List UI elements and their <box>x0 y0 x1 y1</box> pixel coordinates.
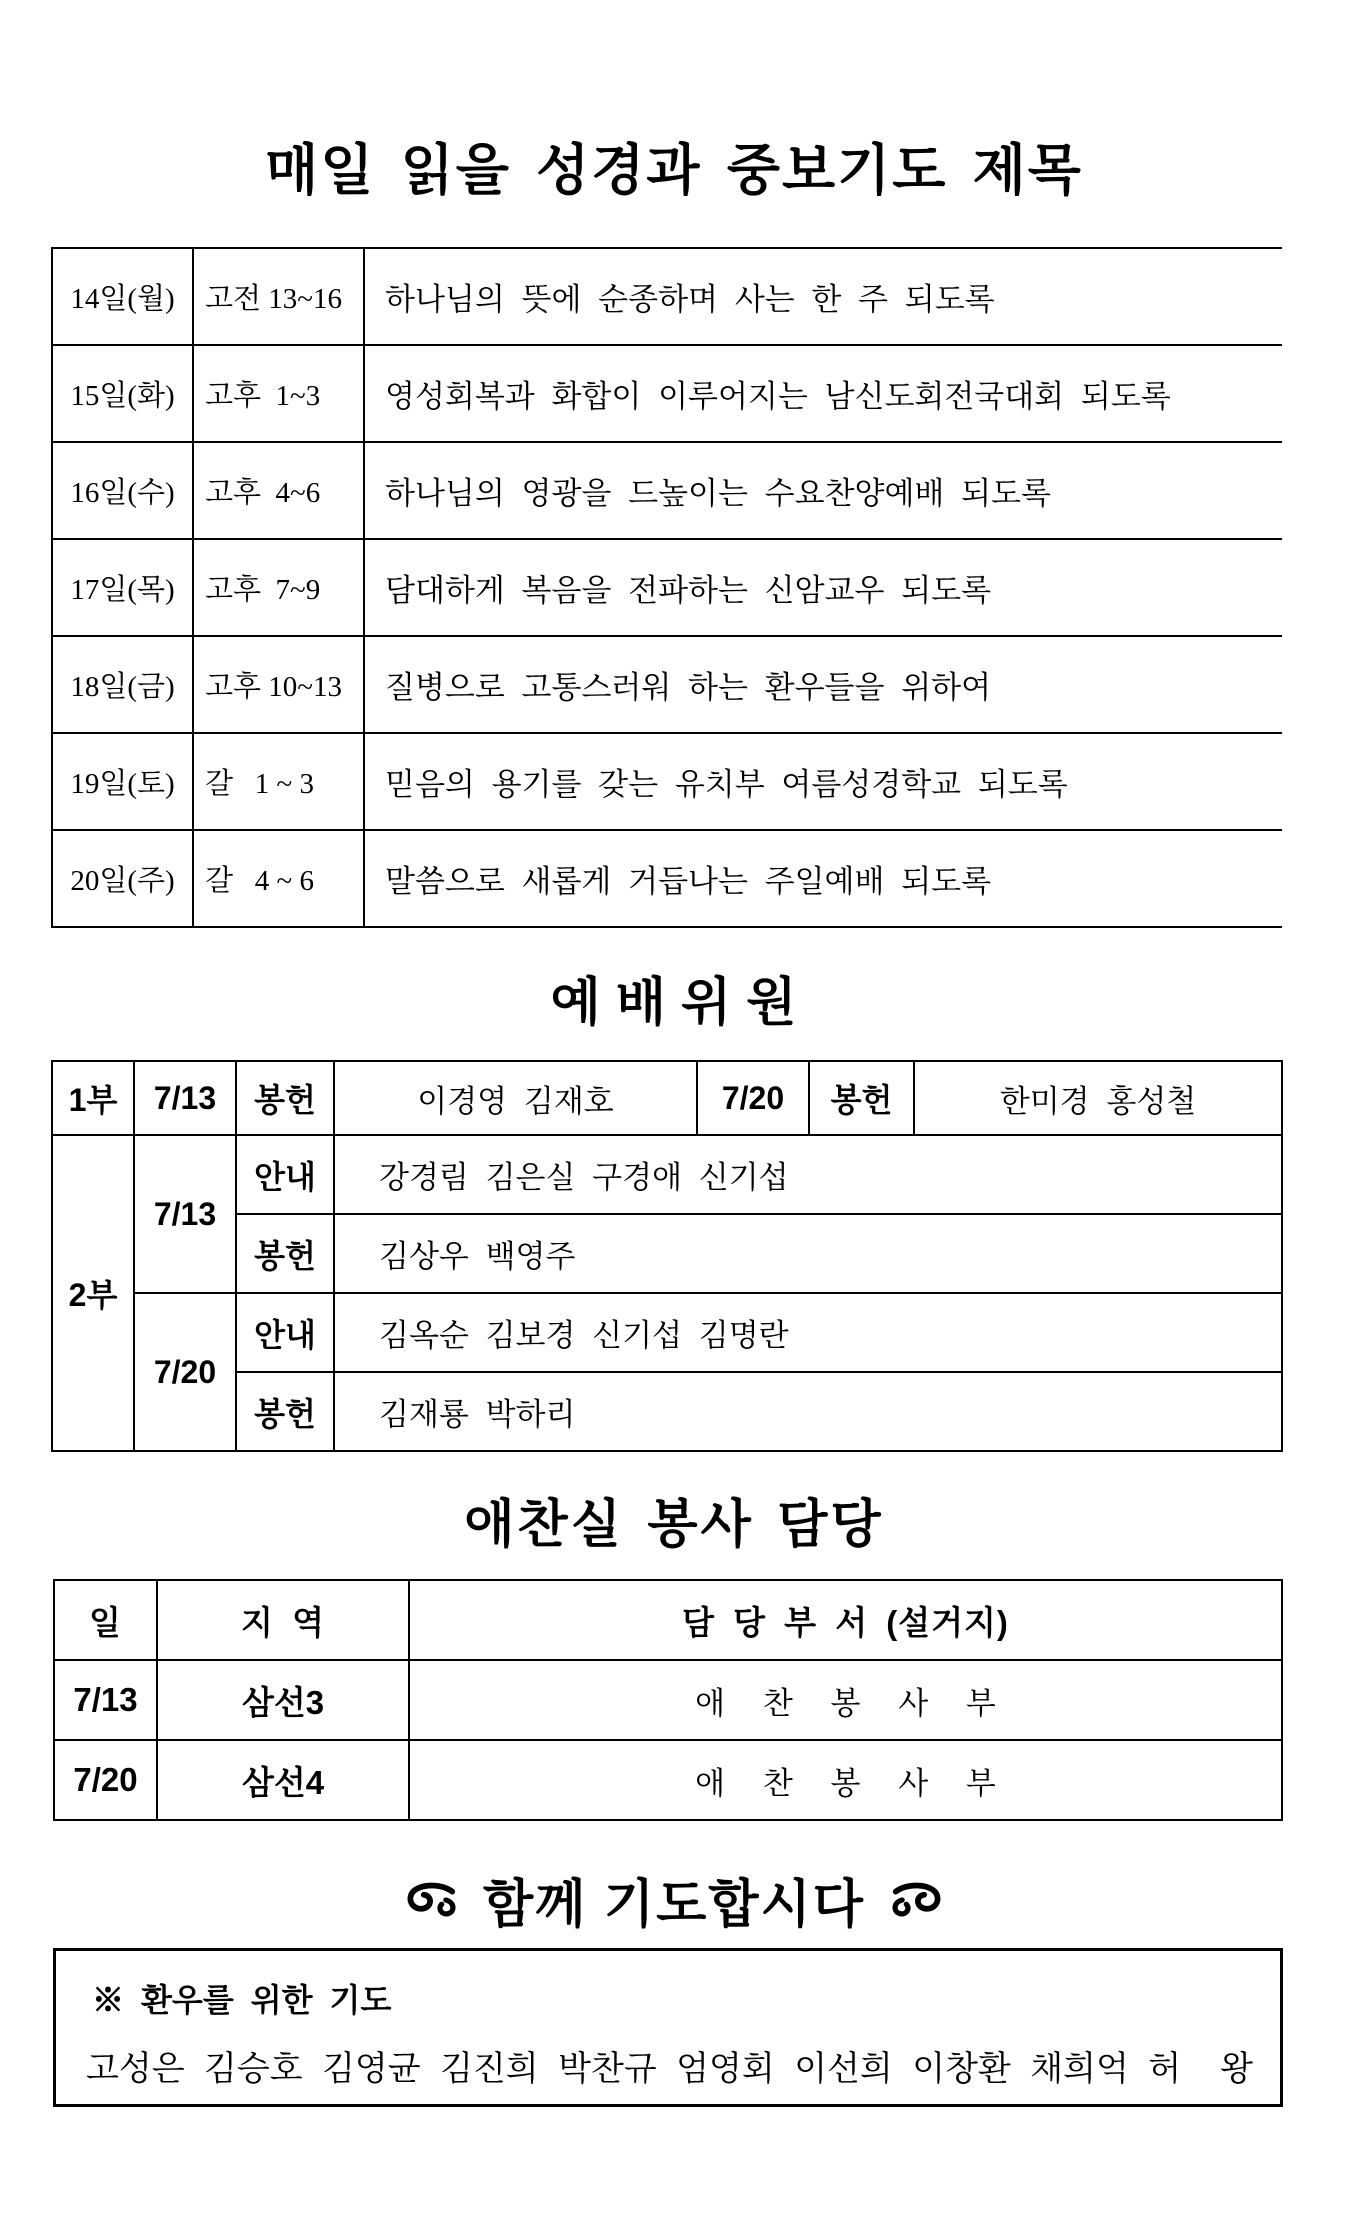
table-row <box>52 636 1282 733</box>
reading-passage: 고후 4~6 <box>193 442 364 539</box>
reading-passage: 고후 10~13 <box>193 636 364 733</box>
table-row <box>52 1061 1282 1135</box>
patients-prayer-names: 고성은 김승호 김영균 김진희 박찬규 엄영회 이선희 이창환 채희억 허 왕 <box>86 2051 1253 2088</box>
service-date: 7/13 <box>134 1135 236 1293</box>
reading-passage: 갈 4 ~ 6 <box>193 830 364 927</box>
table-row <box>52 1135 1282 1214</box>
love-feast-heading: 애찬실 봉사 담당 <box>464 1496 884 1554</box>
table-row <box>52 539 1282 636</box>
column-header-district: 지 역 <box>157 1580 409 1660</box>
committee-names: 김옥순 김보경 신기섭 김명란 <box>334 1293 1282 1372</box>
role-label: 봉헌 <box>809 1061 914 1135</box>
reading-day: 15일(화) <box>52 345 193 442</box>
table-row <box>52 442 1282 539</box>
swash-flourish-icon <box>891 1880 949 1920</box>
duty-district: 삼선4 <box>157 1740 409 1820</box>
reading-topic: 하나님의 뜻에 순종하며 사는 한 주 되도록 <box>364 248 1282 345</box>
committee-names: 강경림 김은실 구경애 신기섭 <box>334 1135 1282 1214</box>
duty-date: 7/20 <box>54 1740 157 1820</box>
column-header-dept: 담 당 부 서 (설거지) <box>409 1580 1282 1660</box>
service-date: 7/20 <box>134 1293 236 1451</box>
role-label: 봉헌 <box>236 1372 334 1451</box>
table-row <box>52 248 1282 345</box>
role-label: 봉헌 <box>236 1214 334 1293</box>
committee-names: 한미경 홍성철 <box>914 1061 1282 1135</box>
table-row <box>52 1293 1282 1372</box>
swash-flourish-icon <box>399 1880 457 1920</box>
role-label: 봉헌 <box>236 1061 334 1135</box>
patients-prayer-box <box>53 1948 1283 2107</box>
pray-together-heading <box>0 1862 1348 1937</box>
table-row <box>52 733 1282 830</box>
table-row <box>52 1214 1282 1293</box>
reading-passage: 갈 1 ~ 3 <box>193 733 364 830</box>
service-date: 7/20 <box>697 1061 809 1135</box>
table-row <box>52 830 1282 927</box>
committee-names: 김상우 백영주 <box>334 1214 1282 1293</box>
reading-topic: 질병으로 고통스러워 하는 환우들을 위하여 <box>364 636 1282 733</box>
column-header-day: 일 <box>54 1580 157 1660</box>
reading-topic: 하나님의 영광을 드높이는 수요찬양예배 되도록 <box>364 442 1282 539</box>
table-row <box>52 1372 1282 1451</box>
committee-names: 이경영 김재호 <box>334 1061 697 1135</box>
duty-dept: 애 찬 봉 사 부 <box>409 1660 1282 1740</box>
duty-dept: 애 찬 봉 사 부 <box>409 1740 1282 1820</box>
table-row <box>54 1740 1282 1820</box>
reading-passage: 고후 7~9 <box>193 539 364 636</box>
reading-day: 20일(주) <box>52 830 193 927</box>
reading-day: 17일(목) <box>52 539 193 636</box>
reading-day: 14일(월) <box>52 248 193 345</box>
service-part-label: 1부 <box>52 1061 134 1135</box>
service-date: 7/13 <box>134 1061 236 1135</box>
patients-prayer-title: ※ 환우를 위한 기도 <box>92 1982 392 2018</box>
reading-day: 19일(토) <box>52 733 193 830</box>
worship-committee-table <box>51 1060 1283 1452</box>
reading-topic: 영성회복과 화합이 이루어지는 남신도회전국대회 되도록 <box>364 345 1282 442</box>
table-row <box>54 1660 1282 1740</box>
reading-passage: 고후 1~3 <box>193 345 364 442</box>
reading-topic: 믿음의 용기를 갖는 유치부 여름성경학교 되도록 <box>364 733 1282 830</box>
daily-readings-table <box>51 247 1282 928</box>
role-label: 안내 <box>236 1135 334 1214</box>
worship-committee-heading: 예 배 위 원 <box>550 975 798 1032</box>
reading-topic: 말씀으로 새롭게 거듭나는 주일예배 되도록 <box>364 830 1282 927</box>
pray-together-label: 함께 기도합시다 <box>482 1876 866 1934</box>
reading-day: 18일(금) <box>52 636 193 733</box>
role-label: 안내 <box>236 1293 334 1372</box>
duty-date: 7/13 <box>54 1660 157 1740</box>
love-feast-table <box>53 1579 1283 1821</box>
table-row <box>52 345 1282 442</box>
reading-passage: 고전 13~16 <box>193 248 364 345</box>
reading-day: 16일(수) <box>52 442 193 539</box>
reading-topic: 담대하게 복음을 전파하는 신암교우 되도록 <box>364 539 1282 636</box>
service-part-label: 2부 <box>52 1135 134 1451</box>
table-header-row <box>54 1580 1282 1660</box>
committee-names: 김재룡 박하리 <box>334 1372 1282 1451</box>
duty-district: 삼선3 <box>157 1660 409 1740</box>
page-title: 매일 읽을 성경과 중보기도 제목 <box>265 139 1083 201</box>
